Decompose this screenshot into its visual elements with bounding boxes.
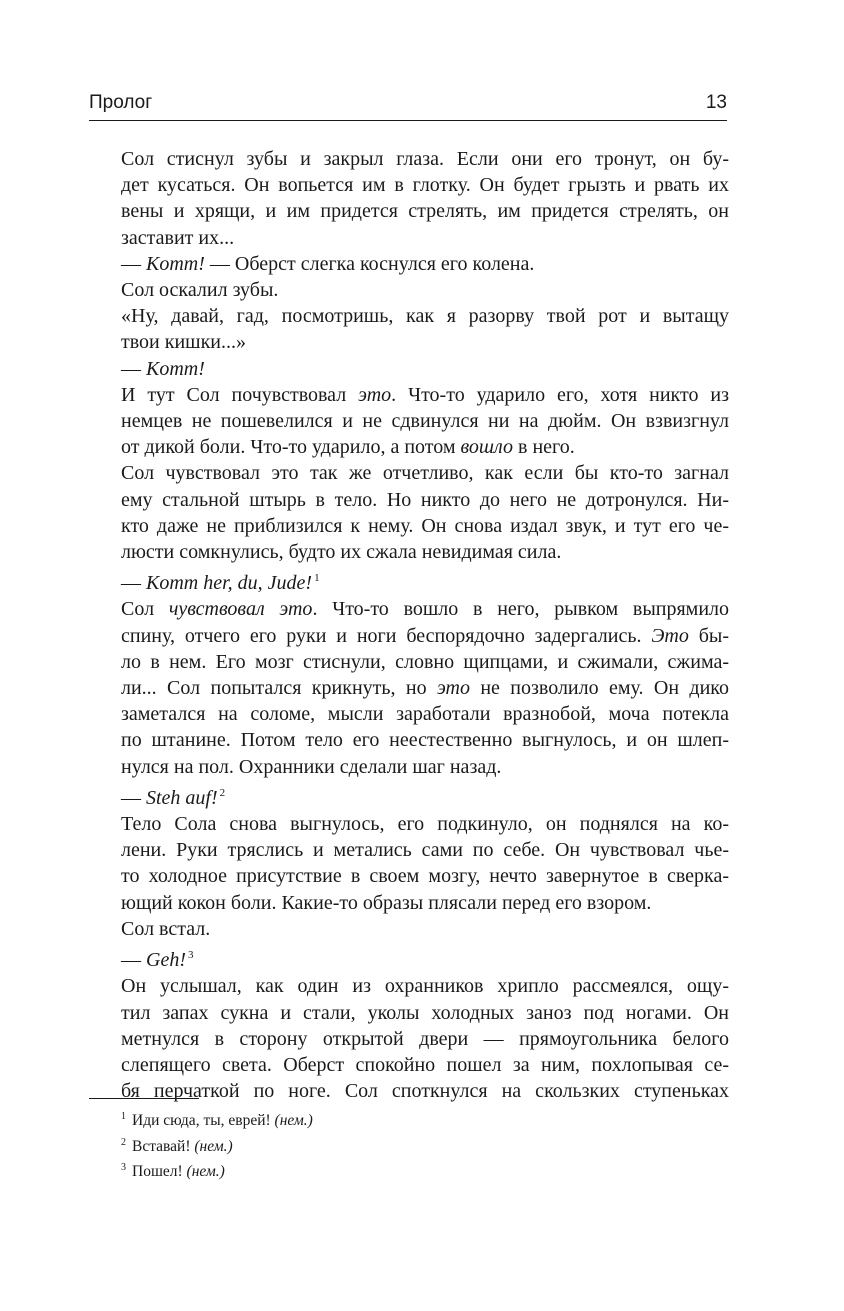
dash: —: [121, 786, 141, 809]
text-line: твои кишки...»: [121, 331, 246, 354]
text-run: ли... Сол попытался крикнуть, но: [121, 677, 437, 700]
paragraph: [89, 973, 729, 1104]
footnote-ref: 1: [314, 572, 320, 585]
german-phrase: Geh!: [146, 949, 186, 972]
paragraph: [89, 303, 729, 355]
dialogue-line: [89, 356, 729, 382]
text-line: заметался на соломе, мысли заработали вразнобой, моча потекла: [121, 703, 729, 726]
italic-run: Это: [651, 624, 689, 647]
italic-run: чувствовал это: [168, 598, 313, 621]
footnote-text: Вставай!: [132, 1137, 195, 1155]
paragraph: [89, 382, 729, 461]
text-run: Сол: [121, 598, 169, 621]
text-line: нулся на пол. Охранники сделали шаг назад.: [121, 755, 502, 778]
text-line: Тело Сола снова выгнулось, его подкинуло, он поднялся на ко-: [121, 813, 729, 836]
paragraph: [89, 277, 729, 303]
footnote-note: (нем.): [274, 1112, 313, 1129]
text-line: «Ну, давай, гад, посмотришь, как я разорву твой рот и вытащу: [121, 305, 729, 328]
text-line: Сол оскалил зубы.: [121, 279, 279, 302]
text-run: И тут Сол почувствовал: [121, 383, 359, 406]
text-run: . Что-то ударило его, хотя никто из: [391, 383, 729, 406]
text-line: немцев не пошевелился и не сдвинулся ни на дюйм. Он взвизгнул: [121, 410, 729, 433]
italic-run: это: [358, 383, 392, 406]
text-line: бя перчаткой по ноге. Сол споткнулся на скользких ступеньках: [121, 1080, 729, 1103]
text-run: спину, отчего его руки и ноги беспорядочно задергались.: [121, 624, 652, 647]
text-run: . Что-то вошло в него, рывком выпрямило: [312, 598, 730, 621]
text-line: Он услышал, как один из охранников хрипло рассмеялся, ощу-: [121, 975, 729, 998]
footnote-ref: 3: [187, 949, 194, 962]
body-text: [89, 146, 729, 1104]
german-phrase: Steh auf!: [146, 786, 218, 809]
text-run: от дикой боли. Что-то ударило, а потом: [121, 436, 461, 459]
running-header: [89, 88, 727, 121]
footnote: [121, 1106, 641, 1132]
dialogue-line: [89, 565, 729, 596]
italic-run: это: [436, 677, 470, 700]
text-line: вены и хрящи, и им придется стрелять, им придется стрелять, он: [121, 200, 729, 223]
text-line: Сол чувствовал это так же отчетливо, как если бы кто-то загнал: [121, 462, 729, 485]
footnote-ref: 2: [219, 786, 226, 799]
dash: —: [121, 252, 141, 275]
text-line: заставит их...: [121, 226, 235, 249]
paragraph: [89, 460, 729, 565]
text-run: в него.: [513, 436, 575, 459]
german-phrase: Komm her, du, Jude!: [146, 572, 313, 595]
text-line: слепящего света. Оберст спокойно пошел за ним, похлопывая се-: [121, 1053, 729, 1076]
text-line: то холодное присутствие в своем мозгу, нечто завернутое в сверка-: [121, 865, 729, 888]
page-number: 13: [705, 92, 727, 113]
footnote: [121, 1157, 641, 1183]
text-line: [89, 596, 729, 622]
text-line: лени. Руки тряслись и метались сами по себе. Он чувствовал чье-: [121, 839, 729, 862]
text-line: ему стальной штырь в тело. Но никто до него не дотронулся. Ни-: [121, 488, 729, 511]
dash: —: [121, 357, 141, 380]
text-line: ло в нем. Его мозг стиснули, словно щипцами, и сжимали, сжима-: [121, 650, 729, 673]
text-line: по штанине. Потом тело его неестественно выгнулось, и он шлеп-: [121, 729, 729, 752]
footnote: [121, 1132, 641, 1158]
text-run: бы-: [688, 624, 729, 647]
footnote-number: 3: [121, 1162, 126, 1173]
text-line: тил запах сукна и стали, уколы холодных заноз под ногами. Он: [121, 1001, 729, 1024]
text-line: дет кусаться. Он вопьется им в глотку. Он будет грызть и рвать их: [121, 174, 729, 197]
dialogue-rest: — Оберст слегка коснулся его колена.: [204, 252, 535, 275]
footnote-note: (нем.): [186, 1163, 225, 1180]
text-line: ющий кокон боли. Какие-то образы плясали перед его взором.: [121, 891, 652, 914]
text-line: [89, 623, 729, 649]
dash: —: [121, 572, 141, 595]
footnotes: [121, 1106, 641, 1183]
footnote-text: Иди сюда, ты, еврей!: [132, 1112, 275, 1129]
dash: —: [121, 949, 141, 972]
paragraph: [89, 916, 729, 942]
text-line: [89, 382, 729, 408]
text-line: люсти сомкнулись, будто их сжала невидимая сила.: [121, 541, 562, 564]
text-line: кто даже не приблизился к нему. Он снова издал звук, и тут его че-: [121, 514, 729, 537]
paragraph: [89, 811, 729, 916]
german-phrase: Komm!: [146, 357, 205, 380]
footnote-number: 1: [121, 1111, 126, 1122]
footnote-note: (нем.): [194, 1137, 233, 1155]
italic-run: вошло: [460, 436, 513, 459]
footnote-number: 2: [121, 1136, 126, 1148]
german-phrase: Komm!: [146, 252, 205, 275]
section-title: Пролог: [89, 92, 153, 113]
dialogue-line: [89, 942, 729, 973]
text-line: [89, 434, 729, 460]
text-line: Сол стиснул зубы и закрыл глаза. Если они его тронут, он бу-: [121, 148, 729, 170]
text-line: метнулся в сторону открытой двери — прямоугольника белого: [121, 1027, 729, 1050]
paragraph: [89, 146, 729, 251]
text-line: [89, 675, 729, 701]
dialogue-line: [89, 780, 729, 811]
paragraph: [89, 596, 729, 779]
text-run: не позволило ему. Он дико: [469, 677, 729, 700]
footnote-text: Пошел!: [132, 1163, 187, 1180]
dialogue-line: [89, 251, 729, 277]
text-line: Сол встал.: [121, 917, 211, 940]
footnote-rule: [89, 1098, 199, 1099]
